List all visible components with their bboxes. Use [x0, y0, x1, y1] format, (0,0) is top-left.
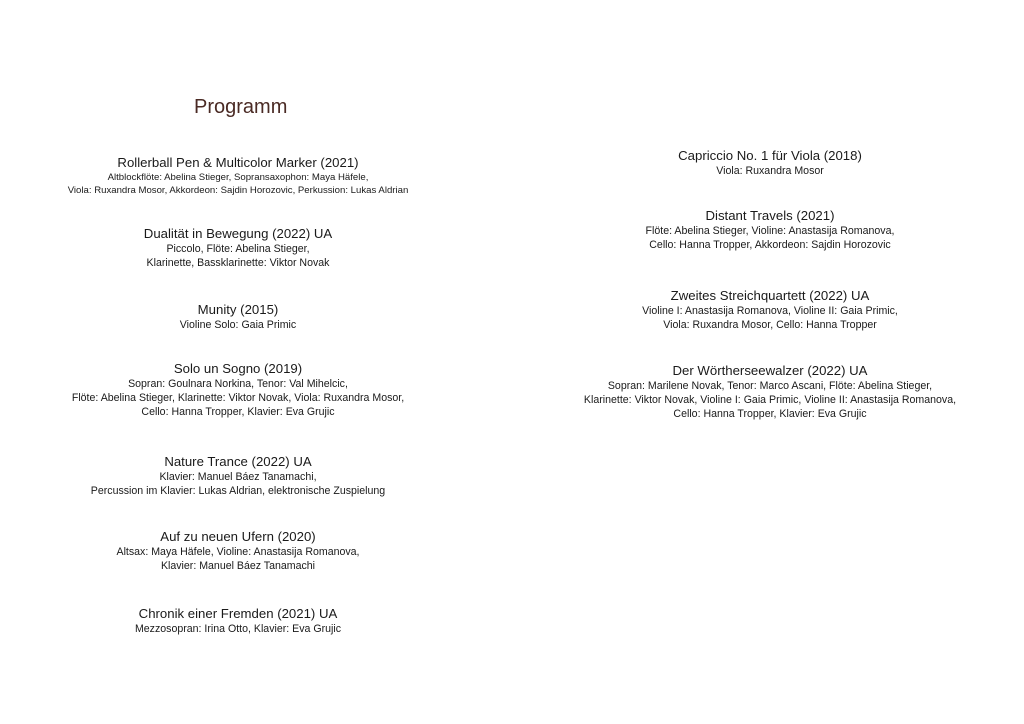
- program-item: [18, 155, 458, 197]
- piece-performers: Violine Solo: Gaia Primic: [179, 319, 297, 331]
- piece-title: Chronik einer Fremden (2021) UA: [138, 606, 338, 621]
- piece-performers: Sopran: Marilene Novak, Tenor: Marco Ascani, Flöte: Abelina Stieger,: [607, 380, 933, 392]
- program-item: [18, 529, 458, 573]
- piece-title: Distant Travels (2021): [705, 208, 835, 223]
- piece-performers: Flöte: Abelina Stieger, Klarinette: Viktor Novak, Viola: Ruxandra Mosor,: [71, 392, 405, 404]
- piece-title: Der Wörtherseewalzer (2022) UA: [672, 363, 868, 378]
- piece-performers: Cello: Hanna Tropper, Klavier: Eva Grujic: [141, 406, 335, 418]
- program-item: [18, 361, 458, 419]
- program-item: [18, 454, 458, 498]
- program-item: [18, 606, 458, 636]
- piece-performers: Klarinette, Bassklarinette: Viktor Novak: [146, 257, 330, 269]
- program-item: [550, 208, 990, 252]
- piece-title: Zweites Streichquartett (2022) UA: [670, 288, 870, 303]
- piece-performers: Mezzosopran: Irina Otto, Klavier: Eva Grujic: [134, 623, 342, 635]
- piece-title: Dualität in Bewegung (2022) UA: [143, 226, 333, 241]
- piece-performers: Percussion im Klavier: Lukas Aldrian, elektronische Zuspielung: [90, 485, 386, 497]
- piece-performers: Altblockflöte: Abelina Stieger, Sopransaxophon: Maya Häfele,: [107, 172, 369, 183]
- page-title: Programm: [194, 96, 288, 118]
- piece-title: Solo un Sogno (2019): [173, 361, 303, 376]
- program-item: [18, 302, 458, 332]
- piece-performers: Viola: Ruxandra Mosor, Cello: Hanna Tropper: [663, 319, 877, 331]
- piece-performers: Piccolo, Flöte: Abelina Stieger,: [166, 243, 310, 255]
- piece-performers: Klavier: Manuel Báez Tanamachi,: [159, 471, 317, 483]
- piece-title: Nature Trance (2022) UA: [164, 454, 312, 469]
- piece-title: Auf zu neuen Ufern (2020): [160, 529, 316, 544]
- program-item: [550, 288, 990, 332]
- piece-performers: Klarinette: Viktor Novak, Violine I: Gaia Primic, Violine II: Anastasija Romanova,: [583, 394, 957, 406]
- piece-title: Rollerball Pen & Multicolor Marker (2021): [117, 155, 359, 170]
- program-item: [550, 363, 990, 421]
- piece-performers: Sopran: Goulnara Norkina, Tenor: Val Mihelcic,: [128, 378, 348, 390]
- piece-performers: Klavier: Manuel Báez Tanamachi: [160, 560, 316, 572]
- piece-title: Munity (2015): [197, 302, 279, 317]
- piece-title: Capriccio No. 1 für Viola (2018): [678, 148, 862, 163]
- program-item: [550, 148, 990, 178]
- piece-performers: Flöte: Abelina Stieger, Violine: Anastasija Romanova,: [645, 225, 895, 237]
- piece-performers: Altsax: Maya Häfele, Violine: Anastasija Romanova,: [116, 546, 360, 558]
- piece-performers: Viola: Ruxandra Mosor, Akkordeon: Sajdin Horozovic, Perkussion: Lukas Aldrian: [67, 185, 409, 196]
- program-item: [18, 226, 458, 270]
- piece-performers: Cello: Hanna Tropper, Akkordeon: Sajdin Horozovic: [649, 239, 891, 251]
- piece-performers: Violine I: Anastasija Romanova, Violine II: Gaia Primic,: [642, 305, 898, 317]
- piece-performers: Viola: Ruxandra Mosor: [716, 165, 824, 177]
- piece-performers: Cello: Hanna Tropper, Klavier: Eva Grujic: [673, 408, 867, 420]
